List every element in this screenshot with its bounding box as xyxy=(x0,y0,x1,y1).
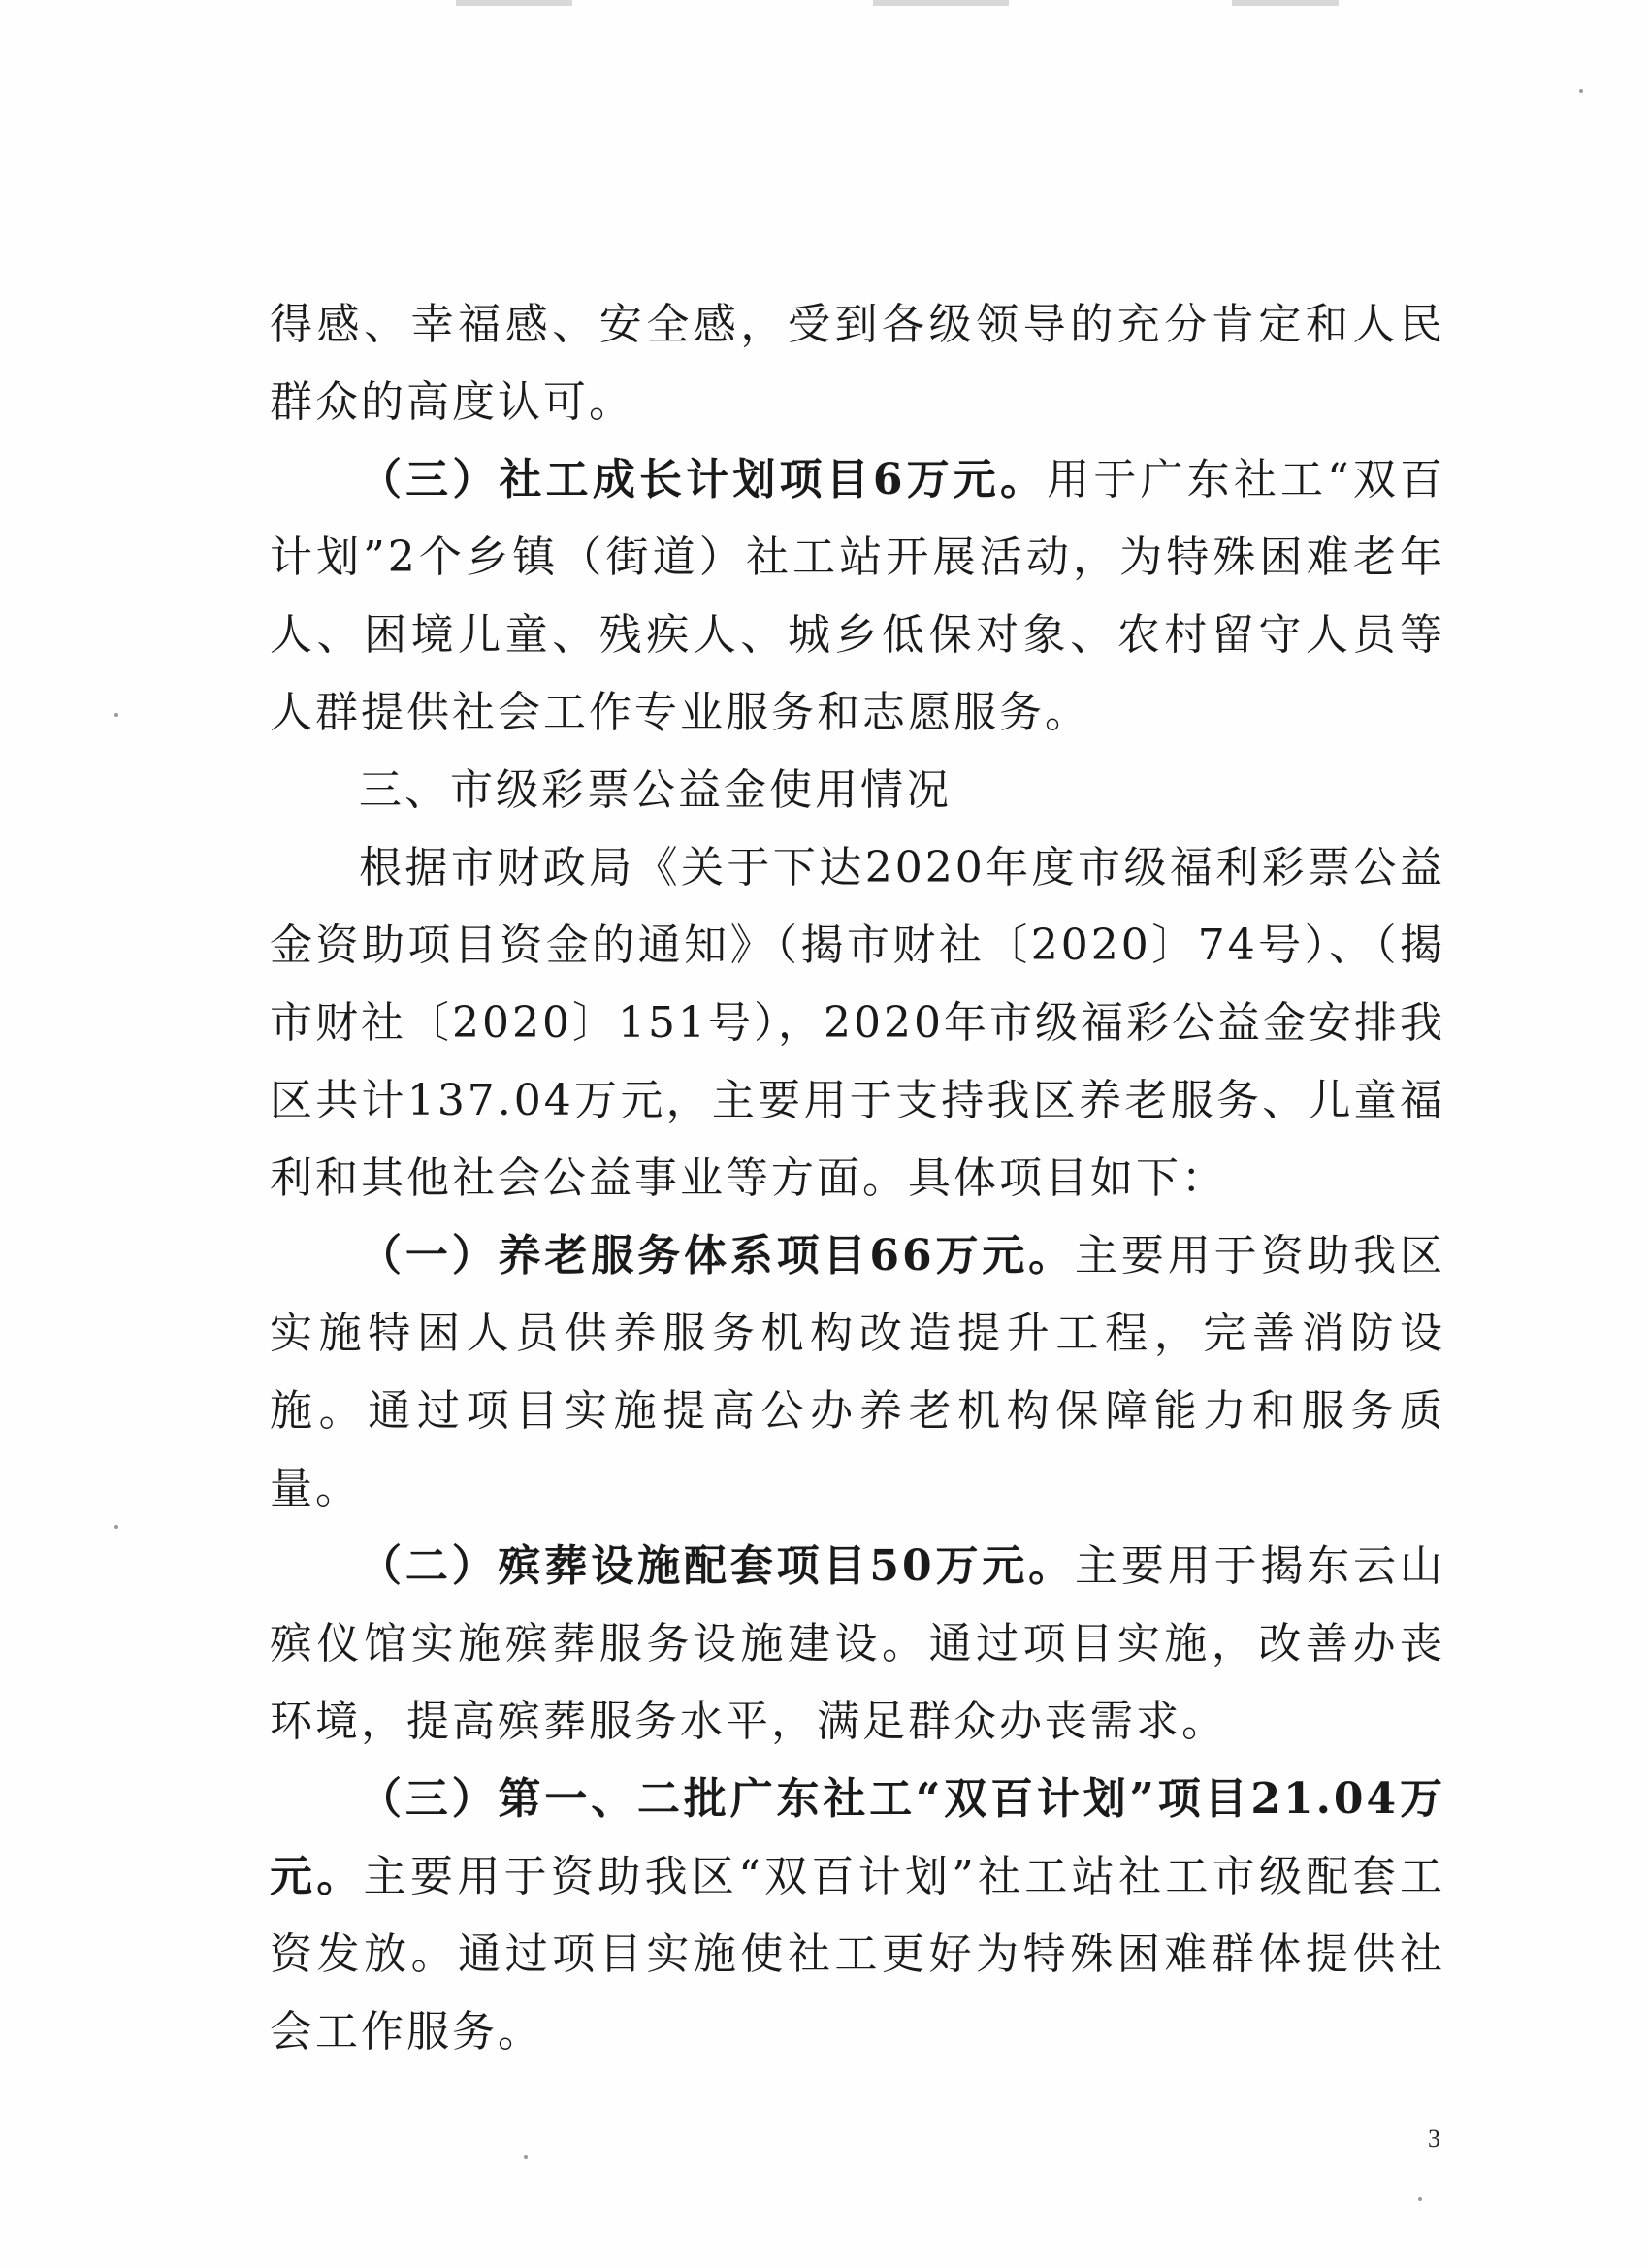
scan-speck xyxy=(1579,89,1583,93)
paragraph-lead: （一）养老服务体系项目66万元。 xyxy=(359,1231,1076,1280)
document-body xyxy=(270,286,1445,2071)
paragraph-text: 主要用于资助我区实施特困人员供养服务机构改造提升工程，完善消防设施。通过项目实施提高公办养老机构保障能力和服务质量。 xyxy=(270,1231,1446,1513)
scan-edge-mark xyxy=(1232,0,1339,6)
heading-text: 三、市级彩票公益金使用情况 xyxy=(359,765,952,815)
paragraph-double-hundred-plan xyxy=(270,1761,1445,2071)
paragraph-social-worker-growth xyxy=(270,441,1445,752)
paragraph-lead: （三）第一、二批广东社工“双百计划”项目21.04万元。 xyxy=(270,1774,1445,1901)
section-heading-municipal-lottery xyxy=(270,752,1445,829)
paragraph-text: 得感、幸福感、安全感，受到各级领导的充分肯定和人民群众的高度认可。 xyxy=(270,300,1445,427)
scan-speck xyxy=(114,1525,118,1529)
scan-speck xyxy=(1418,2197,1422,2201)
paragraph-text: 主要用于揭东云山殡仪馆实施殡葬服务设施建设。通过项目实施，改善办丧环境，提高殡葬服务水平，满足群众办丧需求。 xyxy=(270,1541,1446,1746)
paragraph-funeral-facility xyxy=(270,1528,1445,1761)
scan-edge-mark xyxy=(456,0,572,6)
paragraph-lead: （二）殡葬设施配套项目50万元。 xyxy=(359,1541,1076,1591)
paragraph-text: 根据市财政局《关于下达2020年度市级福利彩票公益金资助项目资金的通知》（揭市财社〔2020〕74号）、（揭市财社〔2020〕151号），2020年市级福彩公益金安排我区共计137.04万元，主要用于支持我区养老服务、儿童福利和其他社会公益事业等方面。具体项目如下： xyxy=(270,843,1445,1203)
page-number: 3 xyxy=(1428,2124,1440,2153)
paragraph-continuation xyxy=(270,286,1445,441)
paragraph-funding-basis xyxy=(270,829,1445,1217)
scan-edge-mark xyxy=(873,0,1009,6)
paragraph-elderly-service xyxy=(270,1217,1445,1528)
scan-speck xyxy=(114,713,118,717)
paragraph-text: 用于广东社工“双百计划”2个乡镇（街道）社工站开展活动，为特殊困难老年人、困境儿童、残疾人、城乡低保对象、农村留守人员等人群提供社会工作专业服务和志愿服务。 xyxy=(270,455,1445,737)
scan-speck xyxy=(524,2155,528,2159)
paragraph-lead: （三）社工成长计划项目6万元。 xyxy=(359,455,1048,504)
paragraph-text: 主要用于资助我区“双百计划”社工站社工市级配套工资发放。通过项目实施使社工更好为特殊困难群体提供社会工作服务。 xyxy=(270,1852,1445,2057)
